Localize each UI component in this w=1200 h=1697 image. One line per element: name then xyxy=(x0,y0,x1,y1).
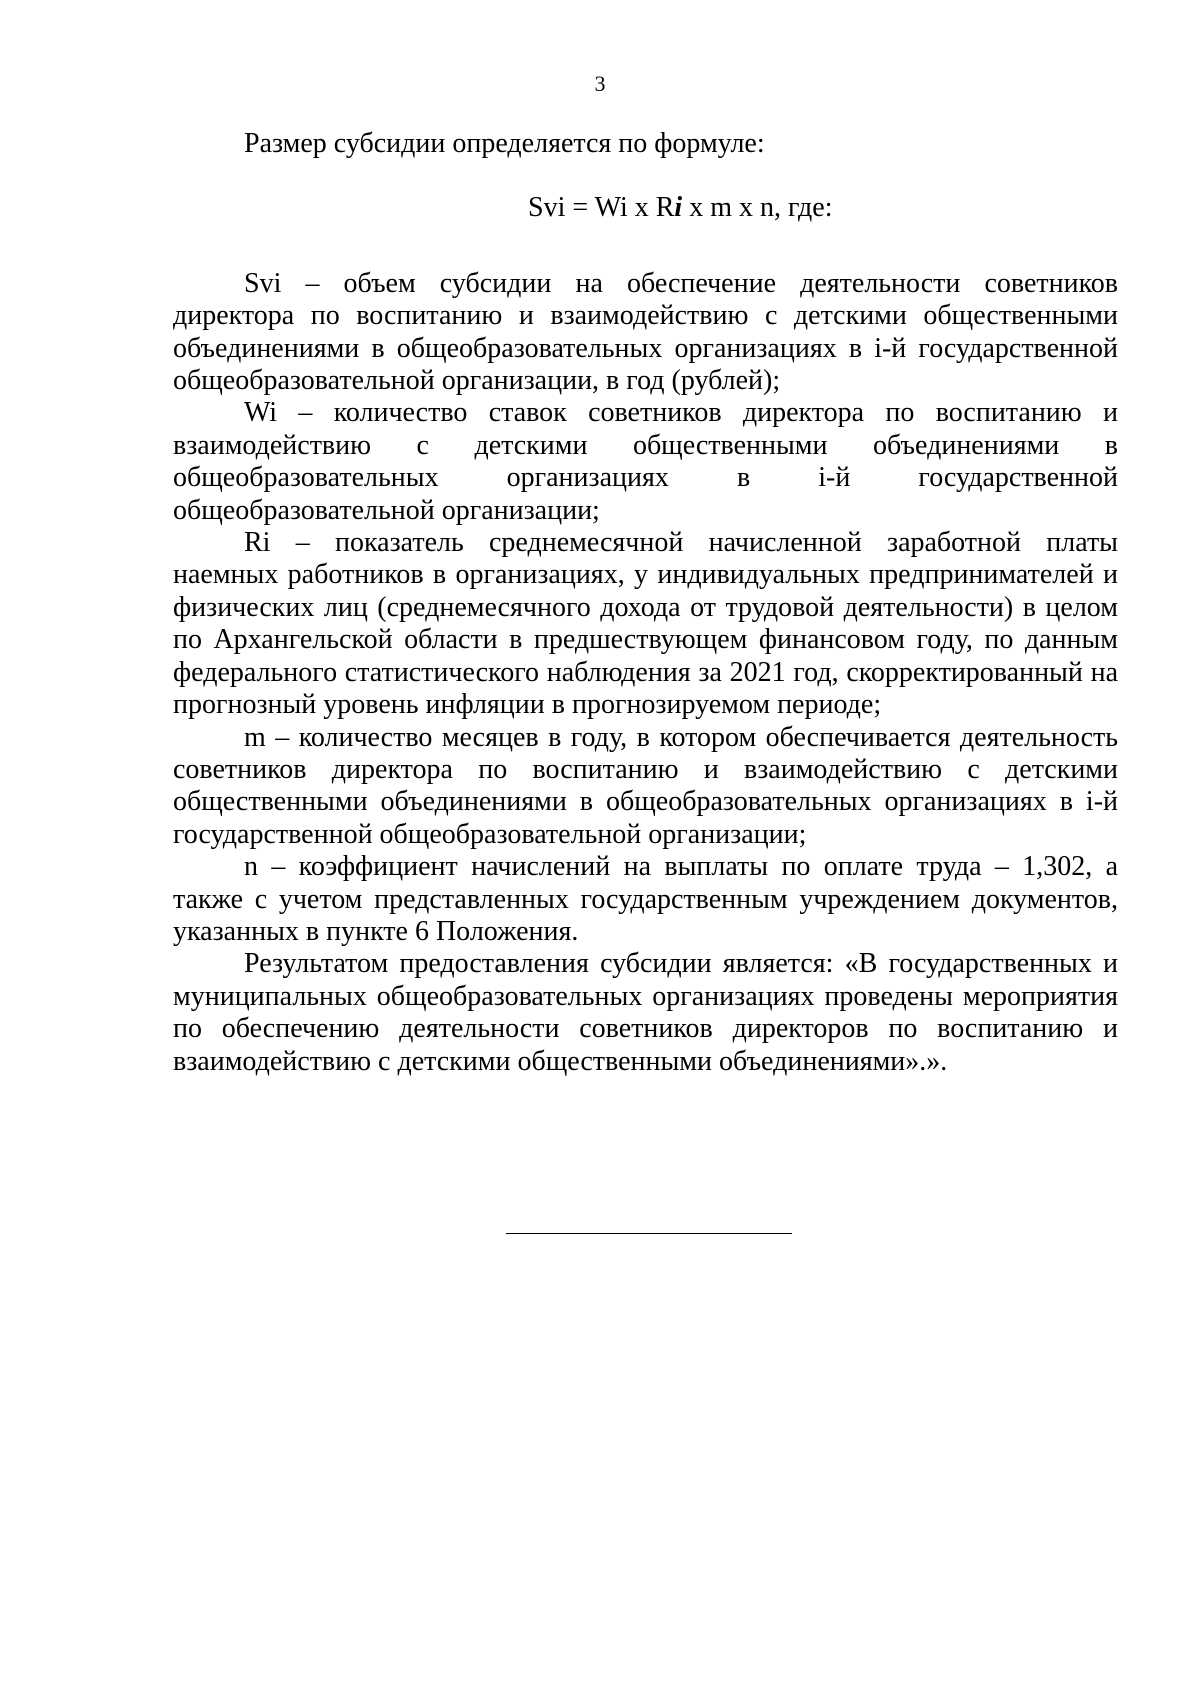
formula-intro: Размер субсидии определяется по формуле: xyxy=(244,128,765,159)
formula-bold-i: i xyxy=(674,192,683,224)
end-separator-line xyxy=(506,1233,792,1234)
subsidy-formula xyxy=(173,192,1118,224)
formula-suffix: x m x n, где: xyxy=(682,192,833,224)
definition-m: m – количество месяцев в году, в котором обеспечивается деятельность советников директора по воспитанию и взаимодействию с детскими общественными объединениями в общеобразовательных организациях в i-й государственной общеобразовательной организации; xyxy=(173,721,1118,850)
document-body xyxy=(173,128,1118,1078)
subsidy-result-paragraph: Результатом предоставления субсидии является: «В государственных и муниципальных общеобразовательных организациях проведены мероприятия по обеспечению деятельности советников директоров по воспитанию и взаимодействию с детскими общественными объединениями».». xyxy=(173,948,1118,1077)
definition-ri: Ri – показатель среднемесячной начисленной заработной платы наемных работников в организациях, у индивидуальных предпринимателей и физических лиц (среднемесячного дохода от трудовой деятельности) в целом по Архангельской области в предшествующем финансовом году, по данным федерального статистического наблюдения за 2021 год, скорректированный на прогнозный уровень инфляции в прогнозируемом периоде; xyxy=(173,527,1118,721)
page-number: 3 xyxy=(594,71,606,96)
formula-definitions xyxy=(173,268,1118,1078)
definition-wi: Wi – количество ставок советников директора по воспитанию и взаимодействию с детскими общественными объединениями в общеобразовательных организациях в i-й государственной общеобразовательной организации; xyxy=(173,397,1118,526)
definition-n: n – коэффициент начислений на выплаты по оплате труда – 1,302, а также с учетом представленных государственным учреждением документов, указанных в пункте 6 Положения. xyxy=(173,851,1118,947)
formula-prefix: Svi = Wi x R xyxy=(528,192,675,224)
definition-svi: Svi – объем субсидии на обеспечение деятельности советников директора по воспитанию и взаимодействию с детскими общественными объединениями в общеобразовательных организациях в i-й государственной общеобразовательной организации, в год (рублей); xyxy=(173,267,1118,397)
